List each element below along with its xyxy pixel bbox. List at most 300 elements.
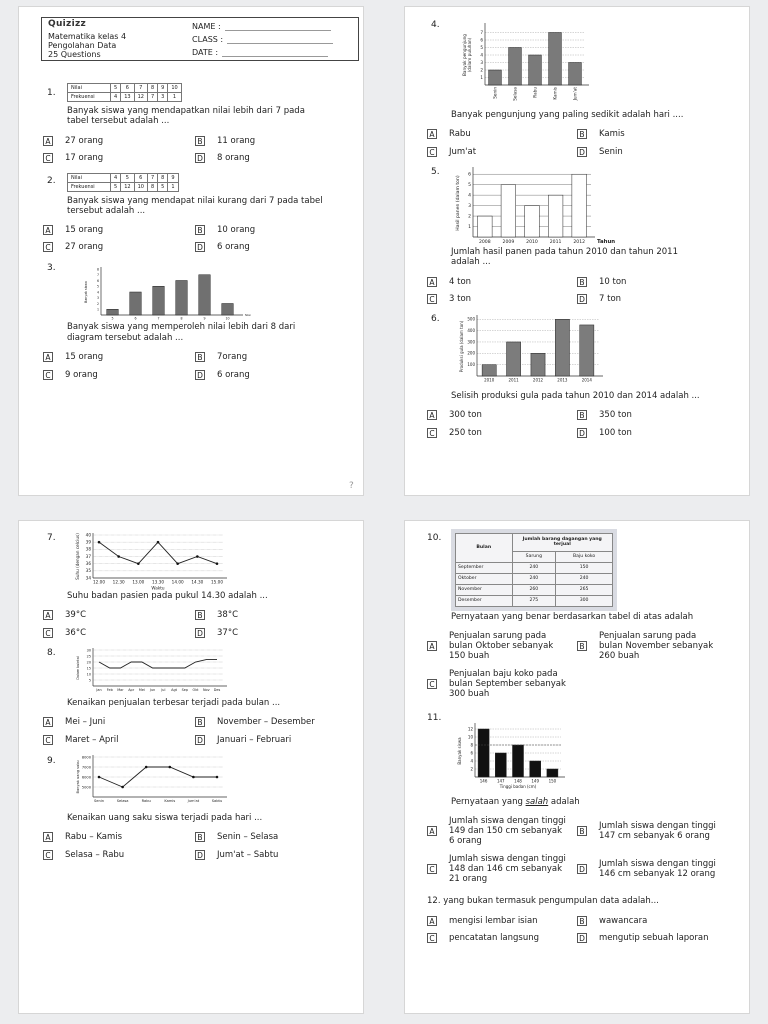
table-cell: 9 [158,84,168,93]
y-tick-label: 4 [480,52,483,58]
q9-option-d[interactable] [195,850,278,860]
topic-label: Pengolahan Data [48,41,117,50]
table-row [68,174,179,183]
x-tick-label: Senin [492,87,498,99]
x-tick-label: Kamis [164,799,176,804]
x-tick-label: 14.00 [171,579,184,585]
table-cell: 240 [512,573,556,584]
y-tick-label: 2 [96,301,99,306]
option-letter-box: D [577,294,587,304]
q6-option-d[interactable] [577,428,632,438]
y-tick-label: 20 [86,660,91,665]
class-line [227,35,333,44]
date-line [222,48,328,57]
y-tick-label: 400 [467,327,475,333]
option-text-line: 148 dan 146 cm sebanyak [449,864,563,874]
y-tick-label: 38 [85,546,91,552]
x-tick-label: 7 [157,316,160,321]
x-tick-label: Rabu [141,799,151,804]
option-text: Jum'at – Sabtu [217,850,279,860]
x-tick-label: 2013 [557,377,568,383]
name-field[interactable] [192,22,331,31]
option-letter-box: A [43,136,53,146]
q12-option-d[interactable] [577,933,708,943]
table-row [456,534,613,552]
option-text: Selasa – Rabu [65,850,125,860]
option-text-line: 147 cm sebanyak 6 orang [599,831,710,841]
option-letter-box: C [427,294,437,304]
q12-text: yang bukan termasuk pengumpulan data adalah... [443,896,659,906]
table-cell: 10 [168,84,181,93]
y-tick-label: 5 [480,44,483,50]
option-text: Senin [599,147,623,157]
q9-option-a[interactable] [43,832,122,842]
option-letter-box: C [43,242,53,252]
option-text: 39°C [65,610,87,620]
q11-option-a[interactable] [427,816,566,846]
q6-number: 6. [431,314,440,324]
q11-option-d[interactable] [577,859,716,879]
q3-text-line1: Banyak siswa yang memperoleh nilai lebih dari 8 dari [67,322,296,332]
q4-number: 4. [431,20,440,30]
table-row [68,183,179,192]
option-text: 37°C [217,628,239,638]
x-tick-label: Jum'at [572,87,578,101]
y-tick-label: 6 [468,172,471,178]
option-letter-box: A [427,277,437,287]
option-letter-box: D [195,628,205,638]
option-text-line: 21 orang [449,874,488,884]
y-tick-label: 35 [85,568,91,574]
y-tick-label: 5 [468,182,471,188]
option-text: mengutip sebuah laporan [599,933,709,943]
q1-number: 1. [47,88,56,98]
q7-option-d[interactable] [195,628,238,638]
option-text [599,631,713,661]
option-letter-box: A [427,916,437,926]
quizizz-logo: Quizizz [48,19,87,29]
q11-text-part2: adalah [550,797,580,807]
q5-option-c[interactable] [427,294,471,304]
table-cell: 275 [512,595,556,606]
q4-bar-chart [445,19,625,109]
q5-option-d[interactable] [577,294,621,304]
table-cell: September [456,562,513,573]
bar [501,185,516,237]
table-row [456,584,613,595]
option-letter-box: A [43,832,53,842]
worksheet-header [41,17,359,61]
y-tick-label: 6 [470,750,473,756]
option-text [449,854,566,884]
q8-option-d[interactable] [195,735,291,745]
option-text-line: bulan September sebanyak [449,679,566,689]
x-tick-label: 2012 [532,377,544,383]
q4-text-line1: Banyak pengunjung yang paling sedikit adalah hari .... [451,110,684,120]
q4-option-c[interactable] [427,147,476,157]
x-tick-label: Rabu [532,87,538,98]
table-cell: Desember [456,595,513,606]
x-tick-label: Apr [128,687,135,692]
option-text: 17 orang [65,153,104,163]
x-tick-label: 5 [111,316,114,321]
option-text: Rabu [449,129,471,139]
q3-option-a[interactable] [43,352,103,362]
x-tick-label: 2008 [478,240,491,246]
data-point [169,766,172,769]
y-tick-label: 36 [85,560,91,566]
bar [525,206,540,237]
option-letter-box: D [577,933,587,943]
table-cell: 1 [168,93,181,102]
q11-option-b[interactable] [577,821,716,841]
option-letter-box: D [195,735,205,745]
table-header-sarung: Sarung [512,551,556,562]
x-tick-label: 13.00 [132,579,145,585]
y-axis-label: Suhu (dengan celcius) [75,533,80,580]
q3-bar-chart [63,263,263,323]
bar [547,769,558,777]
table-cell: 9 [168,174,178,183]
option-letter-box: D [195,153,205,163]
option-text-line: Jumlah siswa dengan tinggi [599,821,716,831]
option-letter-box: A [427,129,437,139]
option-letter-box: D [577,428,587,438]
q6-option-c[interactable] [427,428,482,438]
bar [580,325,594,376]
q6-option-b[interactable] [577,410,632,420]
y-tick-label: 8000 [81,755,91,760]
option-letter-box: B [577,641,587,651]
option-text-line: 300 buah [449,689,490,699]
y-tick-label: 2 [480,67,483,73]
y-tick-label: 2 [468,214,471,220]
table-cell: Frekuensi [68,183,111,192]
q8-option-b[interactable] [195,717,315,727]
option-letter-box: B [195,136,205,146]
q4-option-d[interactable] [577,147,623,157]
option-text-line: 260 buah [599,651,640,661]
y-tick-label: 500 [467,316,475,322]
series-line [99,542,217,564]
option-letter-box: C [43,370,53,380]
y-axis-label: Hasil panen (dalam ton) [456,175,461,231]
y-tick-label: 1 [480,74,483,80]
table-cell: Nilai [68,174,111,183]
table-header-bulan: Bulan [456,534,513,563]
q11-question [451,797,580,807]
question-count: 25 Questions [48,50,101,59]
bar [199,275,211,315]
q6-option-a[interactable] [427,410,482,420]
table-cell: 4 [111,174,121,183]
table-cell: 300 [556,595,613,606]
data-point [157,541,160,544]
option-text: 11 orang [217,136,256,146]
name-label: NAME : [192,22,221,31]
y-tick-label: 15 [86,666,91,671]
option-text: Jum'at [449,147,477,157]
option-text-line: bulan Oktober sebanyak [449,641,554,651]
table-cell: 5 [111,84,121,93]
y-tick-label: 30 [86,648,91,653]
table-cell: 6 [121,84,134,93]
table-header-group: Jumlah barang dagangan yang terjual [512,534,612,552]
x-tick-label: Sep [181,687,189,692]
x-tick-label: Mei [138,687,145,692]
table-header-baju: Baju koko [556,551,613,562]
option-text [449,631,553,661]
option-letter-box: C [43,153,53,163]
q11-text-emphasis: salah [525,797,549,807]
page-marker: ? [349,481,354,491]
q5-number: 5. [431,167,440,177]
bar [555,319,569,376]
option-text-line: Jumlah siswa dengan tinggi [449,854,566,864]
q12-question [427,896,659,906]
x-tick-label: Des [213,687,221,692]
q12-number: 12. [427,896,441,906]
q9-text-line1: Kenaikan uang saku siswa terjadi pada hari ... [67,813,263,823]
table-row [68,84,182,93]
q10-option-b[interactable] [577,631,713,661]
x-tick-label: 9 [203,316,206,321]
option-letter-box: C [427,933,437,943]
bar [107,309,119,315]
bar [572,174,587,237]
q1-text-line1: Banyak siswa yang mendapatkan nilai lebih dari 7 pada [67,106,305,116]
data-point [216,562,219,565]
q2-option-d[interactable] [195,242,250,252]
table-cell: 10 [134,183,147,192]
table-cell: November [456,584,513,595]
option-text-line: 149 dan 150 cm sebanyak [449,826,563,836]
x-axis-label: Tinggi badan (cm) [499,784,537,789]
worksheet-page-3 [18,520,364,1014]
option-letter-box: C [43,735,53,745]
q5-option-b[interactable] [577,277,626,287]
table-cell: 5 [121,174,134,183]
table-cell: 8 [158,174,168,183]
x-tick-label: 15.00 [211,579,223,585]
q9-option-c[interactable] [43,850,124,860]
q3-option-c[interactable] [43,370,98,380]
x-tick-label: Jum'at [187,799,200,804]
y-axis-label: Produksi gula (dalam ton) [459,320,464,373]
q6-bar-chart [445,312,605,392]
option-letter-box: A [427,826,437,836]
option-text: Kamis [599,129,625,139]
q1-option-c[interactable] [43,153,103,163]
y-tick-label: 34 [85,575,91,581]
y-tick-label: 25 [86,654,91,659]
q7-option-a[interactable] [43,610,86,620]
y-axis-sublabel: (dalam puluhan) [467,37,472,73]
q9-number: 9. [47,756,56,766]
data-point [121,786,124,789]
option-text: Senin – Selasa [217,832,279,842]
x-tick-label: 14.30 [191,579,204,585]
q2-number: 2. [47,176,56,186]
bar [529,55,542,85]
x-tick-label: Selasa [116,799,129,804]
q10-text-line1: Pernyataan yang benar berdasarkan tabel di atas adalah [451,612,694,622]
y-tick-label: 4 [470,758,473,764]
y-axis-label: Banyak pengunjung [462,34,467,76]
option-letter-box: B [577,277,587,287]
q12-option-b[interactable] [577,916,647,926]
data-point [117,555,120,558]
q5-text-line2: adalah ... [451,257,491,267]
data-point [192,776,195,779]
q8-text-line1: Kenaikan penjualan terbesar terjadi pada bulan ... [67,698,281,708]
option-text: 6 orang [217,370,250,380]
option-letter-box: B [577,916,587,926]
option-text: 15 orang [65,352,104,362]
q4-option-a[interactable] [427,129,471,139]
table-row [456,573,613,584]
q5-option-a[interactable] [427,277,471,287]
y-tick-label: 5 [96,284,99,289]
option-text: 3 ton [449,294,472,304]
x-tick-label: Sabtu [211,799,223,804]
x-tick-label: 8 [180,316,183,321]
q11-number: 11. [427,713,442,723]
q1-option-d[interactable] [195,153,250,163]
q7-option-b[interactable] [195,610,238,620]
table-cell: 12 [121,183,134,192]
bar [530,761,541,777]
q3-option-d[interactable] [195,370,250,380]
q8-option-c[interactable] [43,735,119,745]
option-letter-box: D [195,242,205,252]
y-tick-label: 300 [467,339,475,345]
option-text: 15 orang [65,225,104,235]
option-text: 250 ton [449,428,482,438]
option-letter-box: D [195,370,205,380]
q5-text-line1: Jumlah hasil panen pada tahun 2010 dan tahun 2011 [451,247,678,257]
name-line [225,22,331,31]
date-field[interactable] [192,48,328,57]
q8-option-a[interactable] [43,717,105,727]
table-cell: 3 [158,93,168,102]
data-point [137,562,140,565]
y-tick-label: 7 [96,273,99,278]
y-tick-label: 6 [480,37,483,43]
table-cell: 12 [134,93,147,102]
y-tick-label: 6 [96,278,99,283]
x-tick-label: 149 [531,778,540,784]
x-tick-label: Kamis [552,87,558,100]
option-text-line: 6 orang [449,836,482,846]
table-cell: Frekuensi [68,93,111,102]
q4-option-b[interactable] [577,129,625,139]
option-letter-box: C [43,628,53,638]
table-cell: 1 [168,183,178,192]
y-tick-label: 4 [468,193,471,199]
option-letter-box: A [427,410,437,420]
q12-option-c[interactable] [427,933,539,943]
q12-option-a[interactable] [427,916,538,926]
y-axis-label: Banyak siswa [457,737,462,765]
q2-option-a[interactable] [43,225,103,235]
class-field[interactable] [192,35,333,44]
q10-option-a[interactable] [427,631,553,661]
q11-option-c[interactable] [427,854,566,884]
x-axis-label: Tahun [597,239,616,246]
q10-option-c[interactable] [427,669,566,699]
q9-option-b[interactable] [195,832,278,842]
y-tick-label: 39 [85,539,91,545]
y-tick-label: 3 [96,296,99,301]
option-text: 9 orang [65,370,98,380]
x-tick-label: 150 [548,778,557,784]
option-letter-box: D [577,147,587,157]
q2-option-c[interactable] [43,242,103,252]
y-tick-label: 40 [85,532,91,538]
q2-option-b[interactable] [195,225,255,235]
option-text: 300 ton [449,410,482,420]
option-text [599,859,716,879]
subject-label: Matematika kelas 4 [48,32,127,41]
data-point [176,562,179,565]
y-axis-label: Banyak uang saku [76,760,80,794]
x-tick-label: 2012 [573,240,586,246]
table-cell: 6 [134,174,147,183]
option-letter-box: A [43,225,53,235]
option-letter-box: D [577,864,587,874]
y-axis-label: Dalam kuintal [76,656,80,680]
q2-text-line2: tersebut adalah ... [67,206,146,216]
bar [130,292,142,315]
x-tick-label: 2010 [484,377,495,383]
x-tick-label: Selasa [512,87,518,101]
q1-option-b[interactable] [195,136,255,146]
option-text: 27 orang [65,136,104,146]
y-tick-label: 10 [467,734,473,740]
bar [489,70,502,85]
option-text: Maret – April [65,735,119,745]
x-tick-label: 2009 [502,240,515,246]
option-text: 27 orang [65,242,104,252]
option-text: 8 orang [217,153,250,163]
q5-bar-chart [445,165,635,249]
option-text-line: 146 cm sebanyak 12 orang [599,869,716,879]
table-cell: 260 [512,584,556,595]
table-cell: Oktober [456,573,513,584]
y-tick-label: 5000 [81,785,91,790]
option-text: 10 orang [217,225,256,235]
table-cell: 7 [134,84,147,93]
option-text [599,821,716,841]
class-label: CLASS : [192,35,224,44]
table-cell: 240 [556,573,613,584]
q9-line-chart [63,751,233,811]
x-axis-label: Waktu [151,585,165,591]
option-text: wawancara [599,916,648,926]
q3-option-b[interactable] [195,352,247,362]
bar [477,216,492,237]
option-letter-box: C [427,428,437,438]
bar [222,304,234,316]
option-letter-box: B [195,717,205,727]
q7-option-c[interactable] [43,628,86,638]
table-cell: 265 [556,584,613,595]
q1-option-a[interactable] [43,136,103,146]
y-tick-label: 8 [96,267,99,272]
bar [153,286,165,315]
option-letter-box: B [577,410,587,420]
